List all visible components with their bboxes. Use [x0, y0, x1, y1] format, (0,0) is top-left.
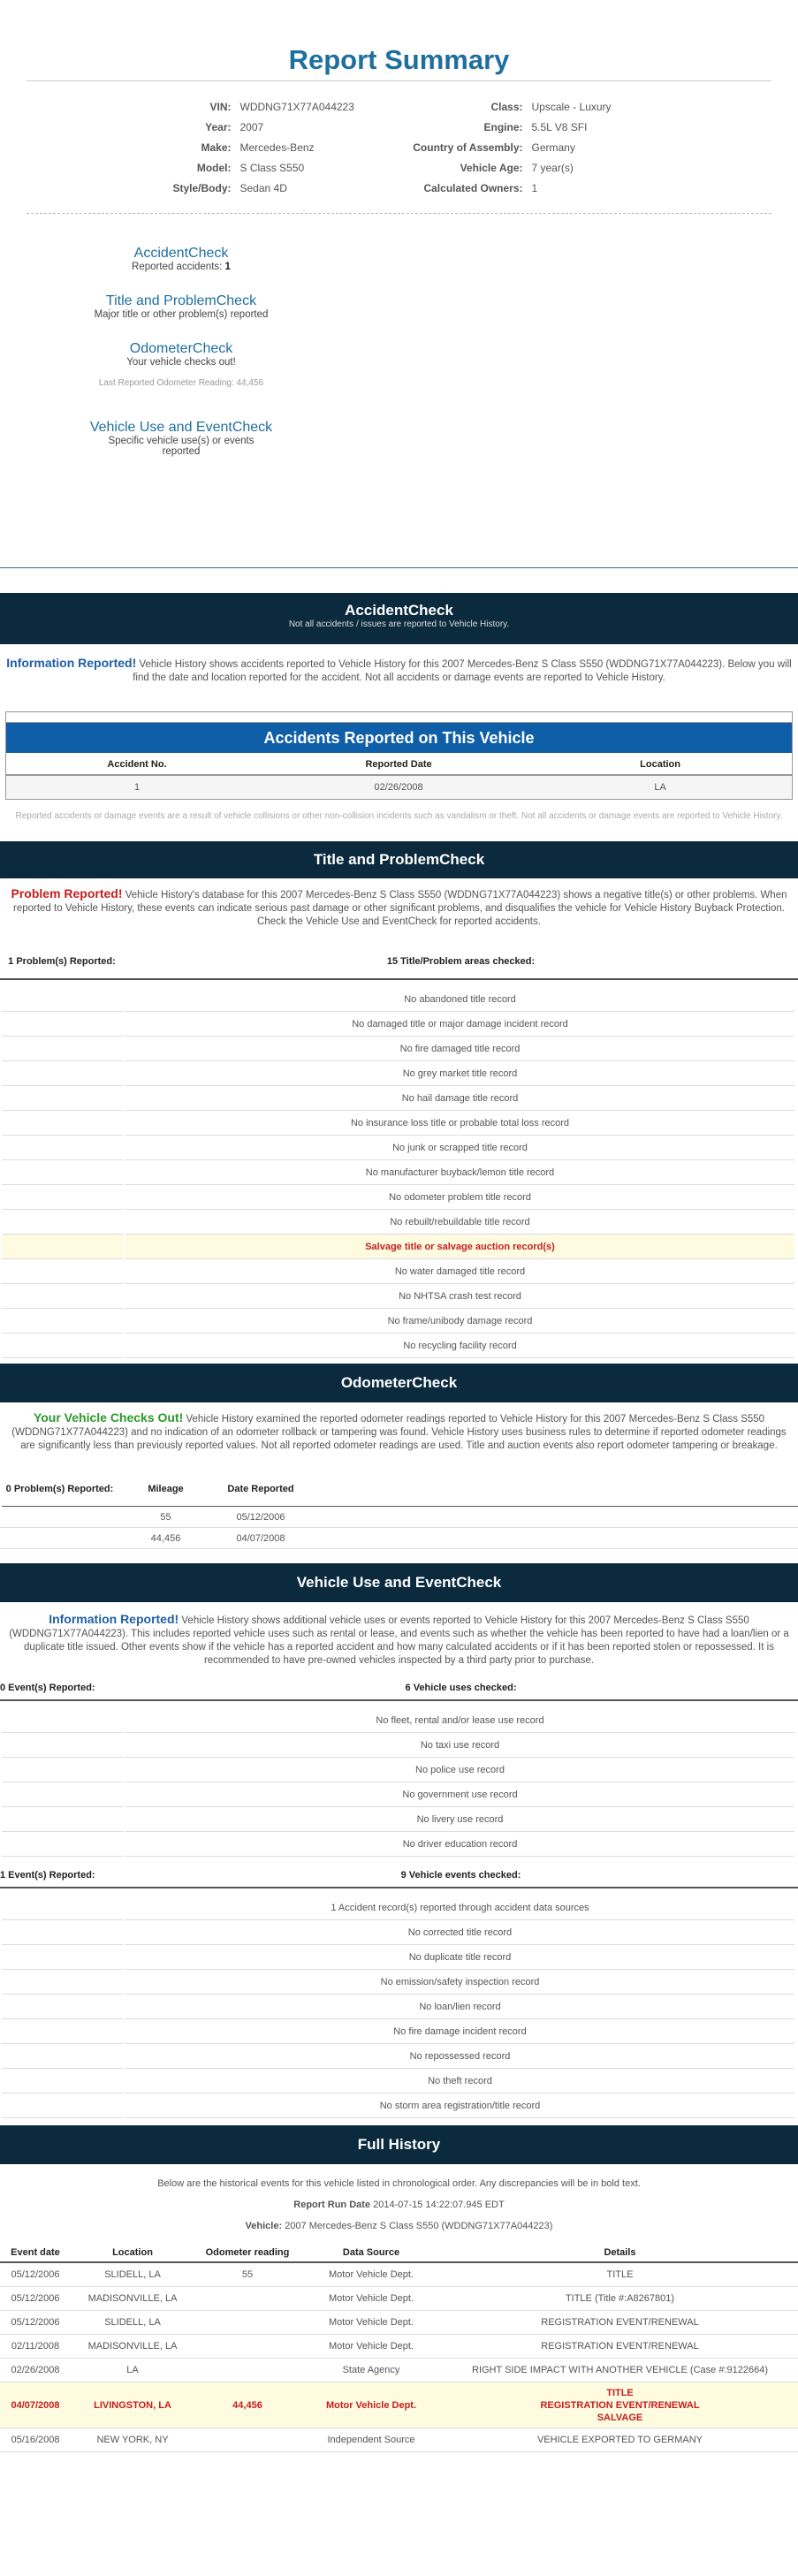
summary-label: Make: — [201, 141, 232, 154]
summary-value: 2007 — [239, 121, 264, 133]
list-item — [0, 1733, 798, 1758]
list-item — [0, 1086, 798, 1111]
accident-count-text: Reported accidents: 1 — [132, 262, 231, 272]
accident-check-summary[interactable] — [88, 246, 274, 272]
list-item — [0, 2044, 798, 2069]
accident-check-link[interactable]: AccidentCheck — [133, 246, 229, 261]
summary-label: Vehicle Age: — [460, 162, 523, 174]
last-odometer-reading: Last Reported Odometer Reading: 44,456 — [98, 378, 264, 388]
accident-check-header — [0, 593, 798, 644]
areas-checked-count: 15 Title/Problem areas checked: — [386, 956, 536, 967]
vehicle-events-table — [0, 1864, 798, 2118]
full-history-intro: Below are the historical events for this vehicle listed in chronological order. Any discrepancies will be in bold text. — [157, 2178, 641, 2189]
events-reported-count: 1 Event(s) Reported: — [0, 1870, 95, 1881]
check-item-text: 1 Accident record(s) reported through accident data sources — [125, 1896, 794, 1920]
odometer-table: 0 Problem(s) Reported: Mileage Date Reported 55 05/12/2006 44,456 04/07/2008 — [0, 1474, 798, 1549]
summary-row — [399, 158, 682, 179]
section-divider — [0, 567, 798, 568]
list-item — [0, 1708, 798, 1733]
odometer-check-link[interactable]: OdometerCheck — [129, 341, 233, 356]
check-item-text: No rebuilt/rebuildable title record — [125, 1210, 794, 1235]
check-item-text: Salvage title or salvage auction record(s) — [125, 1235, 794, 1259]
events-checked-count: 9 Vehicle events checked: — [400, 1870, 521, 1881]
check-item-text: No repossessed record — [125, 2044, 794, 2069]
divider — [27, 213, 771, 214]
summary-row — [399, 118, 682, 138]
use-check-heading: Vehicle Use and EventCheck — [296, 1574, 502, 1591]
summary-value: Upscale - Luxury — [531, 101, 612, 113]
list-item — [0, 1235, 798, 1259]
table-row: 55 05/12/2006 — [0, 1507, 798, 1528]
summary-value: 5.5L V8 SFI — [531, 121, 588, 133]
summary-row — [117, 158, 399, 179]
table-row: 05/16/2008 NEW YORK, NY Independent Source VEHICLE EXPORTED TO GERMANY — [0, 2428, 798, 2452]
list-item — [0, 1995, 798, 2019]
check-item-text: No abandoned title record — [125, 987, 794, 1012]
check-item-text: No hail damage title record — [125, 1086, 794, 1111]
check-item-text: No NHTSA crash test record — [125, 1284, 794, 1309]
accidents-table-header: Accident No. Reported Date Location — [6, 753, 792, 776]
list-item — [0, 1970, 798, 1995]
list-item — [0, 2093, 798, 2118]
check-item-text: No water damaged title record — [125, 1259, 794, 1284]
check-item-text: No livery use record — [125, 1807, 794, 1832]
vehicle-uses-table — [0, 1676, 798, 1857]
list-item — [0, 1012, 798, 1037]
summary-row — [399, 97, 682, 118]
table-row-discrepancy: 04/07/2008 LIVINGSTON, LA 44,456 Motor Vehicle Dept. TITLE REGISTRATION EVENT/RENEWAL SALVAGE — [0, 2382, 798, 2428]
summary-row — [117, 179, 399, 199]
odometer-check-header — [0, 1364, 798, 1402]
list-item — [0, 1896, 798, 1920]
summary-value: Sedan 4D — [239, 182, 287, 194]
vehicle-summary — [117, 97, 682, 199]
odometer-check-status: Your vehicle checks out! — [126, 357, 236, 368]
summary-row — [117, 118, 399, 138]
check-item-text: No manufacturer buyback/lemon title record — [125, 1160, 794, 1185]
table-row: 1 02/26/2008 LA — [6, 776, 792, 799]
summary-label: Style/Body: — [172, 182, 232, 194]
summary-row — [399, 138, 682, 158]
summary-label: Class: — [490, 101, 523, 113]
check-item-text: No fire damaged title record — [125, 1037, 794, 1061]
list-item — [0, 1920, 798, 1945]
problems-reported-count: 1 Problem(s) Reported: — [8, 956, 116, 967]
summary-row — [399, 179, 682, 199]
use-check-header — [0, 1563, 798, 1602]
check-item-text: No corrected title record — [125, 1920, 794, 1945]
list-item — [0, 1185, 798, 1210]
title-check-description: Problem Reported! Vehicle History's database for this 2007 Mercedes-Benz S Class S550 (WDDNG71X77A044223) shows a negative title(s) or other problems. When reported to Vehicle History, these events can indicate serious past damage or other significant problems, and disqualifies the vehicle for Vehicle History Buyback Protection. Check the Vehicle Use and EventCheck for reported accidents. — [11, 886, 787, 927]
check-item-text: No frame/unibody damage record — [125, 1309, 794, 1334]
table-row: 05/12/2006 SLIDELL, LA Motor Vehicle Dept. REGISTRATION EVENT/RENEWAL — [0, 2311, 798, 2335]
report-vehicle: Vehicle: 2007 Mercedes-Benz S Class S550 (WDDNG71X77A044223) — [245, 2221, 553, 2231]
table-row: 02/26/2008 LA State Agency RIGHT SIDE IMPACT WITH ANOTHER VEHICLE (Case #:9122664) — [0, 2359, 798, 2382]
full-history-table: Event date Location Odometer reading Data Source Details 05/12/2006 SLIDELL, LA 55 Motor Vehicle Dept. TITLE 05/12/2006 MADISONVILLE, LA Motor Vehicle Dept. TITLE (Title #:A8267801) 05/12/2006 SLIDELL, LA Motor Vehicle Dept. REGISTRATION EVENT/RENEWAL 02/11/2008 MADISONVILLE, LA Motor Vehicle Dept. REGISTRATION EVENT/RENEWAL 02/26/2008 LA State Agency RIGHT SIDE IMPACT WITH ANOTHER VEHICLE (Case #:9122664) 04/07/2008 LIVINGSTON, LA 44,456 Motor Vehicle Dept. TITLE REGISTRATION EVENT/RENEWAL SALVAGE 05/16/2008 NEW YORK, NY Independent Source VEHICLE EXPORTED TO GERMANY — [0, 2242, 798, 2452]
title-check-header — [0, 841, 798, 878]
title-check-link[interactable]: Title and ProblemCheck — [105, 293, 257, 308]
check-item-text: No government use record — [125, 1782, 794, 1807]
check-item-text: No theft record — [125, 2069, 794, 2093]
check-item-text: No storm area registration/title record — [125, 2093, 794, 2118]
table-row: 02/11/2008 MADISONVILLE, LA Motor Vehicle Dept. REGISTRATION EVENT/RENEWAL — [0, 2335, 798, 2359]
accident-description: Information Reported! Vehicle History shows accidents reported to Vehicle History for this 2007 Mercedes-Benz S Class S550 (WDDNG71X77A044223). Below you will find the date and location reported for the accident. Not all accidents or damage events are reported to Vehicle History. — [6, 656, 792, 683]
summary-row — [117, 138, 399, 158]
summary-value: S Class S550 — [239, 162, 305, 174]
list-item — [0, 1284, 798, 1309]
accident-check-heading: AccidentCheck — [345, 602, 453, 619]
check-item-text: No emission/safety inspection record — [125, 1970, 794, 1995]
list-item — [0, 1136, 798, 1160]
report-run-date: Report Run Date 2014-07-15 14:22:07.945 EDT — [293, 2200, 505, 2210]
check-item-text: No fire damage incident record — [125, 2019, 794, 2044]
check-item-text: No duplicate title record — [125, 1945, 794, 1970]
accidents-table-title: Accidents Reported on This Vehicle — [6, 723, 792, 753]
list-item — [0, 1807, 798, 1832]
summary-label: VIN: — [209, 101, 232, 113]
list-item — [0, 2069, 798, 2093]
use-check-status: Specific vehicle use(s) or events reported — [108, 436, 255, 457]
table-row: 05/12/2006 MADISONVILLE, LA Motor Vehicle Dept. TITLE (Title #:A8267801) — [0, 2287, 798, 2311]
list-item — [0, 2019, 798, 2044]
list-item — [0, 1782, 798, 1807]
list-item — [0, 1160, 798, 1185]
title-check-status: Major title or other problem(s) reported — [94, 309, 269, 320]
check-item-text: No junk or scrapped title record — [125, 1136, 794, 1160]
check-item-text: No driver education record — [125, 1832, 794, 1857]
accident-note: Reported accidents or damage events are a result of vehicle collisions or other non-collision incidents such as vandalism or theft. Not all accidents or damage events are reported to Vehicle History. — [15, 811, 783, 821]
odometer-description: Your Vehicle Checks Out! Vehicle History examined the reported odometer readings reported to Vehicle History for this 2007 Mercedes-Benz S Class S550 (WDDNG71X77A044223) and no indication of an odometer rollback or tampering was found. Vehicle History uses business rules to determine if reported odometer readings are significantly less than previously reported values. Not all reported odometer readings are used. Title and auction events also report odometer tampering or breakage. — [11, 1410, 787, 1451]
uses-checked-count: 6 Vehicle uses checked: — [405, 1683, 517, 1693]
uses-reported-count: 0 Event(s) Reported: — [0, 1683, 95, 1693]
check-item-text: No odometer problem title record — [125, 1185, 794, 1210]
check-item-text: No damaged title or major damage incident record — [125, 1012, 794, 1037]
odometer-check-summary[interactable] — [88, 341, 274, 388]
check-item-text: No fleet, rental and/or lease use record — [125, 1708, 794, 1733]
use-description: Information Reported! Vehicle History shows additional vehicle uses or events reported to Vehicle History for this 2007 Mercedes-Benz S Class S550 (WDDNG71X77A044223). This includes reported vehicle uses such as rental or lease, and events such as whether the vehicle has been reported to have had a loan/lien or a duplicate title issued. Other events show if the vehicle has a reported accident and how many calculated accidents or if it has been reported stolen or repossessed. It is recommended to have pre-owned vehicles inspected by a third party prior to purchase. — [9, 1612, 789, 1666]
summary-label: Country of Assembly: — [413, 141, 523, 154]
check-item-text: No loan/lien record — [125, 1995, 794, 2019]
summary-value: WDDNG71X77A044223 — [239, 101, 354, 113]
list-item — [0, 1945, 798, 1970]
accidents-table — [5, 711, 793, 800]
title-check-heading: Title and ProblemCheck — [313, 851, 485, 868]
list-item — [0, 987, 798, 1012]
odometer-check-heading: OdometerCheck — [340, 1374, 458, 1391]
summary-value: Germany — [531, 141, 575, 154]
list-item — [0, 1037, 798, 1061]
summary-value: 7 year(s) — [531, 162, 574, 174]
full-history-header — [0, 2125, 798, 2164]
list-item — [0, 1832, 798, 1857]
table-row: 05/12/2006 SLIDELL, LA 55 Motor Vehicle Dept. TITLE — [0, 2263, 798, 2287]
list-item — [0, 1061, 798, 1086]
list-item — [0, 1758, 798, 1782]
check-item-text: No taxi use record — [125, 1733, 794, 1758]
list-item — [0, 1334, 798, 1358]
use-check-link[interactable]: Vehicle Use and EventCheck — [89, 420, 273, 435]
title-problem-table — [0, 945, 798, 1358]
check-item-text: No recycling facility record — [125, 1334, 794, 1358]
use-check-summary[interactable] — [88, 420, 274, 457]
page-title: Report Summary — [27, 0, 771, 81]
summary-row — [117, 97, 399, 118]
list-item — [0, 1259, 798, 1284]
summary-value: 1 — [531, 182, 538, 194]
check-item-text: No police use record — [125, 1758, 794, 1782]
check-item-text: No insurance loss title or probable total loss record — [125, 1111, 794, 1136]
check-item-text: No grey market title record — [125, 1061, 794, 1086]
accident-check-subheading: Not all accidents / issues are reported to Vehicle History. — [288, 619, 510, 629]
summary-value: Mercedes-Benz — [239, 141, 315, 154]
summary-label: Calculated Owners: — [423, 182, 523, 194]
list-item — [0, 1210, 798, 1235]
full-history-heading: Full History — [357, 2136, 441, 2153]
summary-label: Engine: — [483, 121, 523, 133]
list-item — [0, 1309, 798, 1334]
list-item — [0, 1111, 798, 1136]
table-row: 44,456 04/07/2008 — [0, 1528, 798, 1549]
summary-label: Model: — [196, 162, 232, 174]
summary-label: Year: — [205, 121, 232, 133]
title-check-summary[interactable] — [88, 293, 274, 320]
